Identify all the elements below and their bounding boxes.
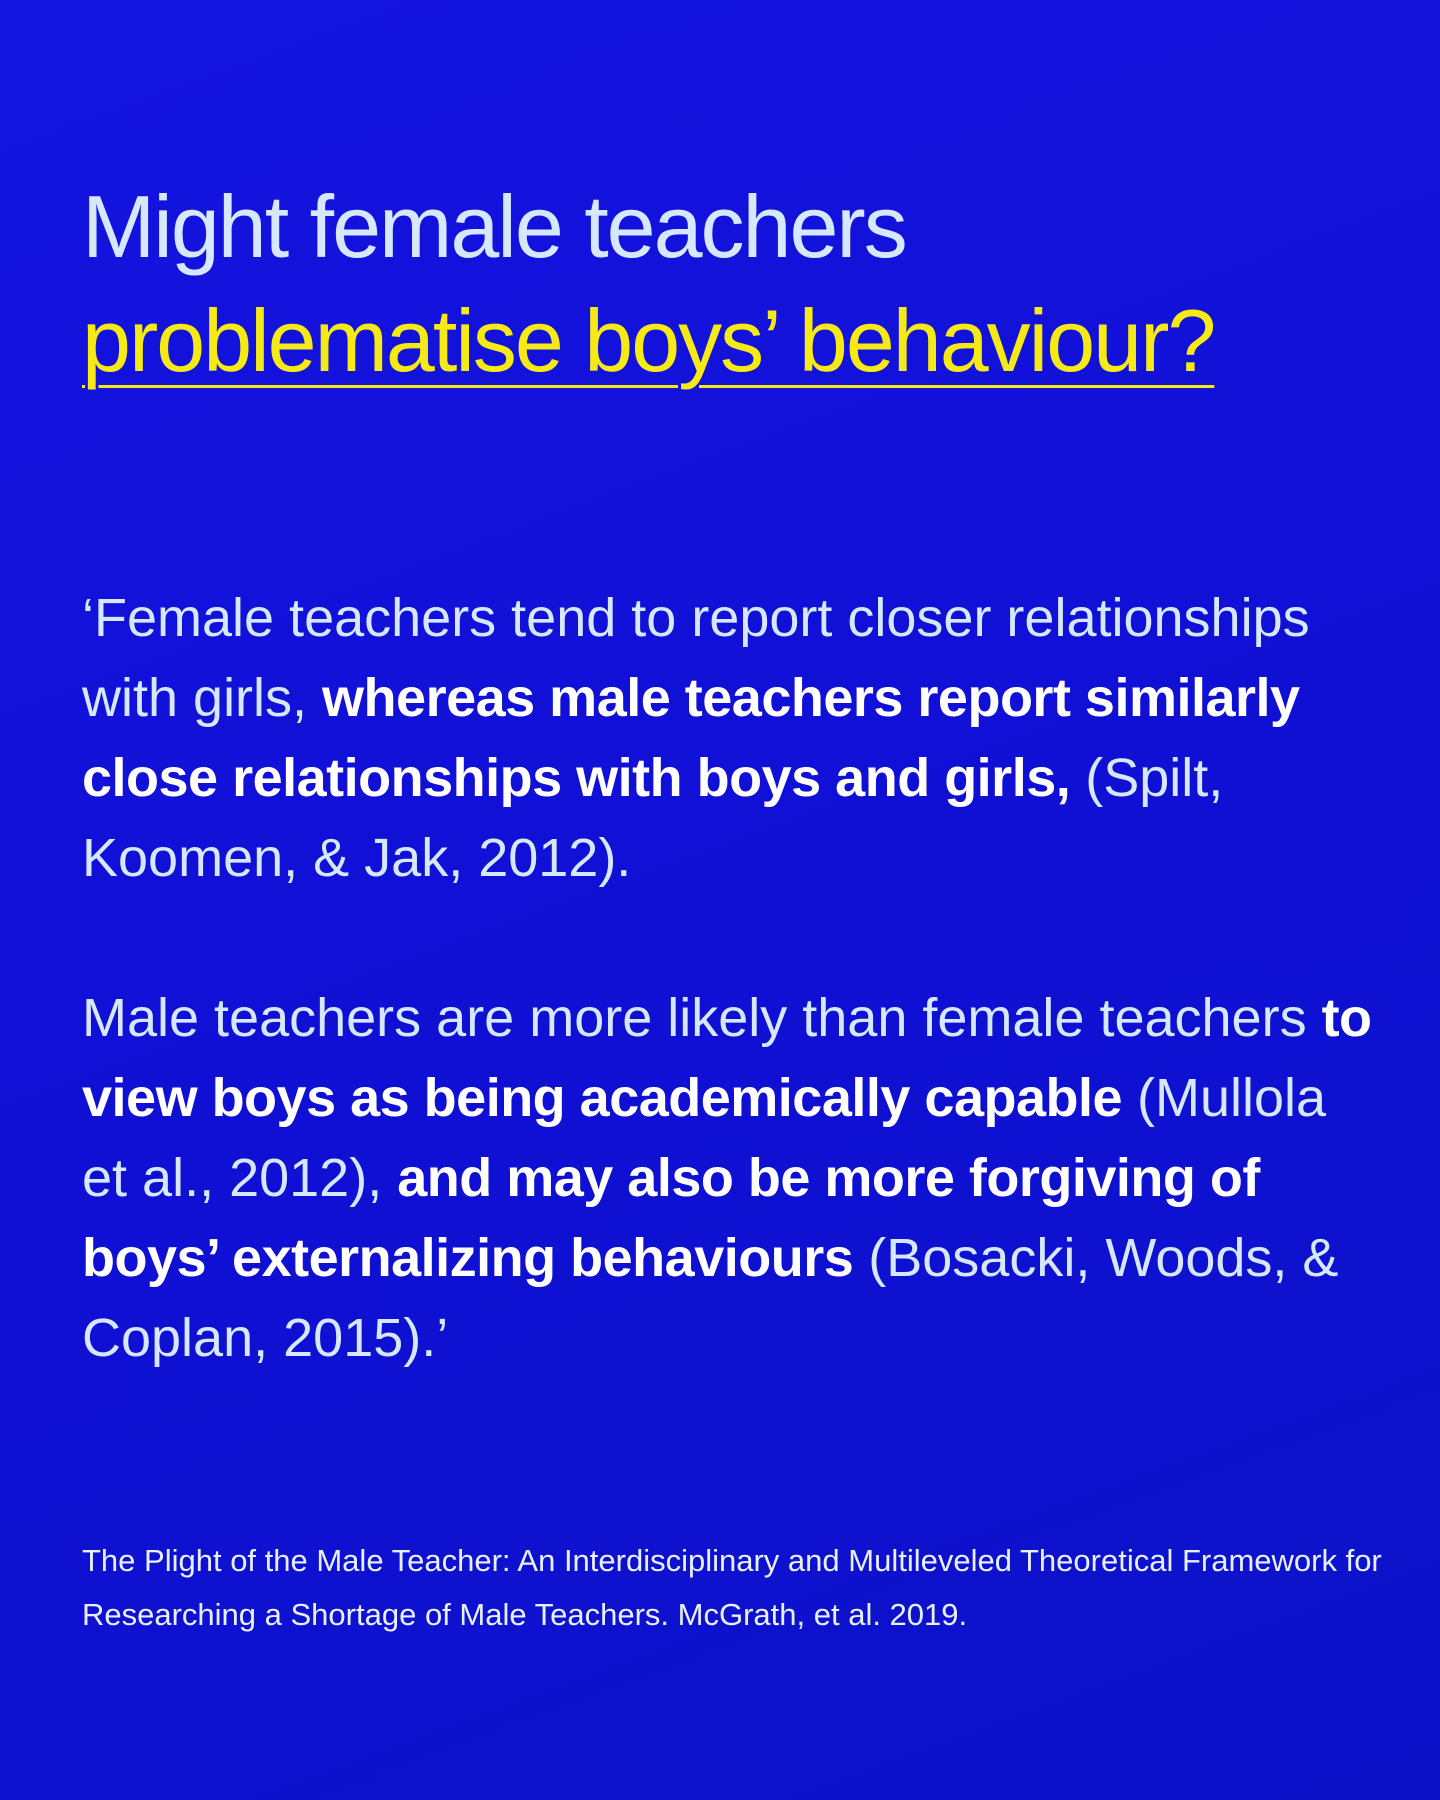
quote-paragraph-1: [82, 578, 1382, 898]
quote-p2-emphasis-1: to view boys as being academically capable: [82, 988, 1372, 1128]
quote-paragraph-2: [82, 978, 1382, 1378]
quote-p1-citation: (Spilt, Koomen, & Jak, 2012).: [82, 748, 1224, 888]
quote-p2-citation-1: (Mullola et al., 2012),: [82, 1068, 1327, 1208]
headline-line-1: Might female teachers: [82, 177, 906, 276]
quote-p1-text-1: ‘Female teachers tend to report closer relationships with girls,: [82, 588, 1310, 728]
quote-block: [82, 578, 1382, 1378]
source-citation: The Plight of the Male Teacher: An Interdisciplinary and Multileveled Theoretical Framework for Researching a Shortage of Male Teachers. McGrath, et al. 2019.: [82, 1543, 1382, 1632]
quote-p2-emphasis-2: and may also be more forgiving of boys’ externalizing behaviours: [82, 1148, 1260, 1288]
quote-p2-citation-2: (Bosacki, Woods, & Coplan, 2015).’: [82, 1228, 1339, 1368]
headline-highlight: problematise boys’ behaviour?: [82, 291, 1215, 390]
headline: [82, 170, 1382, 398]
quote-p2-text-1: Male teachers are more likely than female teachers: [82, 988, 1322, 1048]
quote-p1-emphasis-1: whereas male teachers report similarly close relationships with boys and girls,: [82, 668, 1300, 808]
